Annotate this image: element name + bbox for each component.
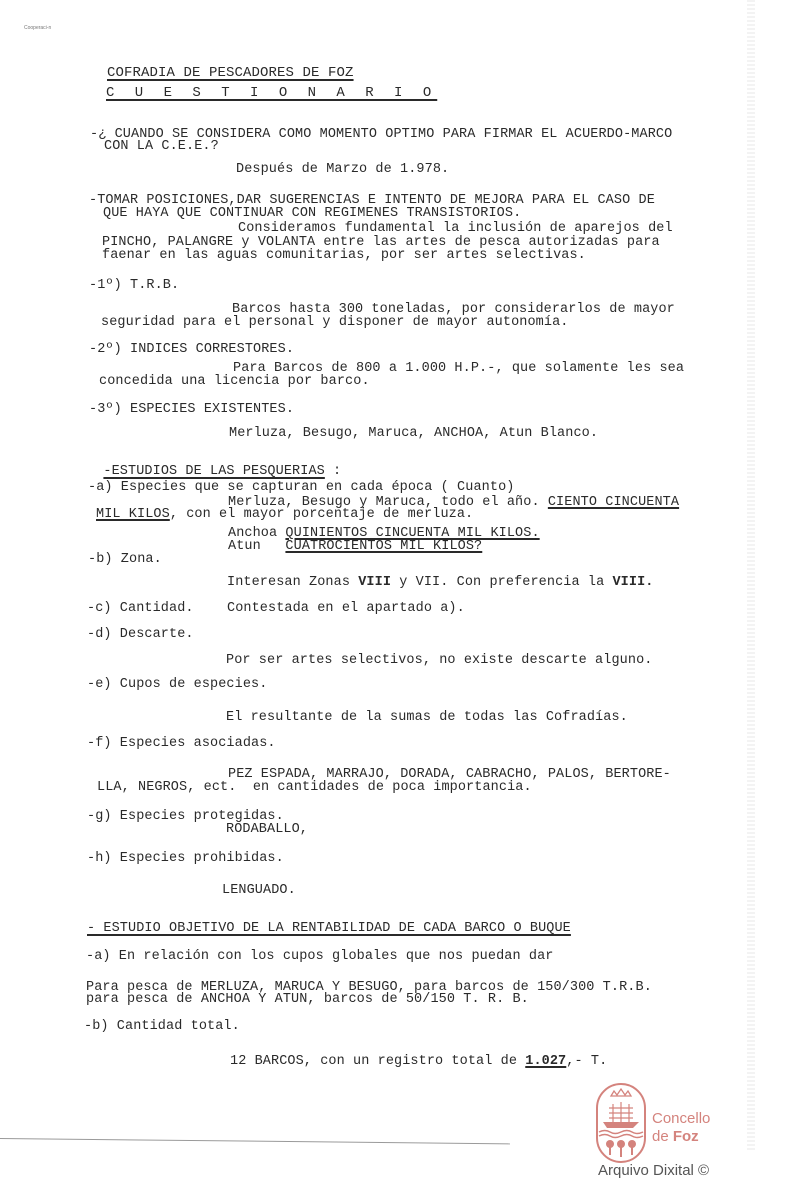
estudios-c-answer: Contestada en el apartado a). — [227, 601, 465, 616]
watermark-line1: Concello — [652, 1110, 711, 1127]
zona-viii: VIII — [358, 575, 392, 590]
scan-page-edge — [747, 0, 755, 1150]
question-2-answer-line2: PINCHO, PALANGRE y VOLANTA entre las artes de pesca autorizadas para — [102, 235, 660, 250]
item-3-line1: Merluza, Besugo, Maruca, ANCHOA, Atun Blanco. — [229, 426, 599, 441]
item-2-line1: Para Barcos de 800 a 1.000 H.P.-, que solamente les sea — [233, 361, 685, 376]
zona-viii-preferred: VIII. — [612, 575, 654, 590]
estudios-a-line2-text: , con el mayor porcentaje de merluza. — [169, 507, 474, 522]
estudios-a-line1-text: Merluza, Besugo y Maruca, todo el año. — [228, 495, 548, 510]
watermark-line2 — [652, 1128, 699, 1146]
estudios-g-label: -g) Especies protegidas. — [87, 809, 284, 824]
item-1-line1: Barcos hasta 300 toneladas, por considerarlos de mayor — [232, 302, 675, 317]
atun-label: Atun — [228, 539, 286, 554]
estudios-f-line1: PEZ ESPADA, MARRAJO, DORADA, CABRACHO, PALOS, BERTORE- — [228, 767, 671, 782]
document-title: C U E S T I O N A R I O — [106, 85, 438, 101]
estudios-e-label: -e) Cupos de especies. — [87, 677, 268, 692]
question-1-line1: -¿ CUANDO SE CONSIDERA COMO MOMENTO OPTIMO PARA FIRMAR EL ACUERDO-MARCO — [90, 127, 673, 142]
estudios-d-answer: Por ser artes selectivos, no existe descarte alguno. — [226, 653, 653, 668]
estudios-f-label: -f) Especies asociadas. — [87, 736, 276, 751]
document-header: COFRADIA DE PESCADORES DE FOZ — [107, 65, 354, 81]
rentabilidad-a-line1: Para pesca de MERLUZA, MARUCA Y BESUGO, para barcos de 150/300 T.R.B. — [86, 980, 652, 995]
rentabilidad-b-label: -b) Cantidad total. — [84, 1019, 240, 1034]
section-estudios-colon: : — [324, 464, 342, 479]
rentabilidad-a-line2: para pesca de ANCHOA Y ATUN, barcos de 50/150 T. R. B. — [86, 992, 529, 1007]
estudios-b-label: -b) Zona. — [88, 552, 162, 567]
estudios-a-label: -a) Especies que se capturan en cada época ( Cuanto) — [88, 480, 515, 495]
rentabilidad-b-answer — [230, 1055, 607, 1069]
corner-stamp: Cooperaci-n — [24, 25, 52, 31]
item-2-label: -2º) INDICES CORRESTORES. — [89, 342, 295, 357]
estudios-a-atun — [228, 540, 482, 554]
estudios-g-answer: RODABALLO, — [226, 822, 309, 837]
anchoa-label: Anchoa — [228, 526, 286, 541]
total-pre: 12 BARCOS, con un registro total de — [230, 1054, 526, 1069]
section-rentabilidad-heading: - ESTUDIO OBJETIVO DE LA RENTABILIDAD DE CADA BARCO O BUQUE — [87, 921, 571, 936]
estudios-e-answer: El resultante de la sumas de todas las Cofradías. — [226, 710, 628, 725]
question-2-answer-line1: Consideramos fundamental la inclusión de aparejos del — [238, 221, 673, 236]
item-1-label: -1º) T.R.B. — [89, 278, 180, 293]
question-1-line2: CON LA C.E.E.? — [104, 139, 219, 154]
estudios-a-line1-underlined: CIENTO CINCUENTA — [547, 495, 680, 510]
concello-de-foz-crest-icon — [595, 1082, 647, 1164]
archive-caption: Arquivo Dixital © — [598, 1162, 710, 1179]
question-2-answer-line3: faenar en las aguas comunitarias, por ser artes selectivas. — [102, 248, 586, 263]
total-registro-value: 1.027 — [525, 1054, 567, 1069]
estudios-d-label: -d) Descarte. — [87, 627, 194, 642]
page-bottom-rule — [0, 1138, 510, 1144]
rentabilidad-a-label: -a) En relación con los cupos globales que nos puedan dar — [86, 949, 554, 964]
zona-pre: Interesan Zonas — [227, 575, 359, 590]
watermark-foz: Foz — [672, 1128, 699, 1145]
estudios-h-label: -h) Especies prohibidas. — [87, 851, 284, 866]
estudios-a-line2 — [96, 508, 473, 522]
estudios-b-answer — [227, 576, 654, 590]
estudios-c-label: -c) Cantidad. — [87, 601, 194, 616]
item-3-label: -3º) ESPECIES EXISTENTES. — [89, 402, 295, 417]
estudios-f-line2: LLA, NEGROS, ect. en cantidades de poca importancia. — [97, 780, 532, 795]
watermark-de: de — [652, 1128, 673, 1145]
atun-value: CUATROCIENTOS MIL KILOS? — [285, 539, 483, 554]
item-1-line2: seguridad para el personal y disponer de mayor autonomía. — [101, 315, 569, 330]
estudios-h-answer: LENGUADO. — [222, 883, 296, 898]
question-2-line2: QUE HAYA QUE CONTINUAR CON REGIMENES TRANSISTORIOS. — [103, 206, 522, 221]
section-estudios-heading — [87, 451, 341, 479]
total-post: ,- T. — [566, 1054, 608, 1069]
item-2-line2: concedida una licencia por barco. — [99, 374, 370, 389]
zona-mid: y VII. Con preferencia la — [391, 575, 613, 590]
estudios-a-line2-underlined: MIL KILOS — [96, 507, 170, 522]
section-estudios-heading-text: -ESTUDIOS DE LAS PESQUERIAS — [103, 464, 325, 479]
question-1-answer: Después de Marzo de 1.978. — [236, 162, 450, 177]
anchoa-value: QUINIENTOS CINCUENTA MIL KILOS. — [285, 526, 540, 541]
question-2-line1: -TOMAR POSICIONES,DAR SUGERENCIAS E INTENTO DE MEJORA PARA EL CASO DE — [89, 193, 655, 208]
